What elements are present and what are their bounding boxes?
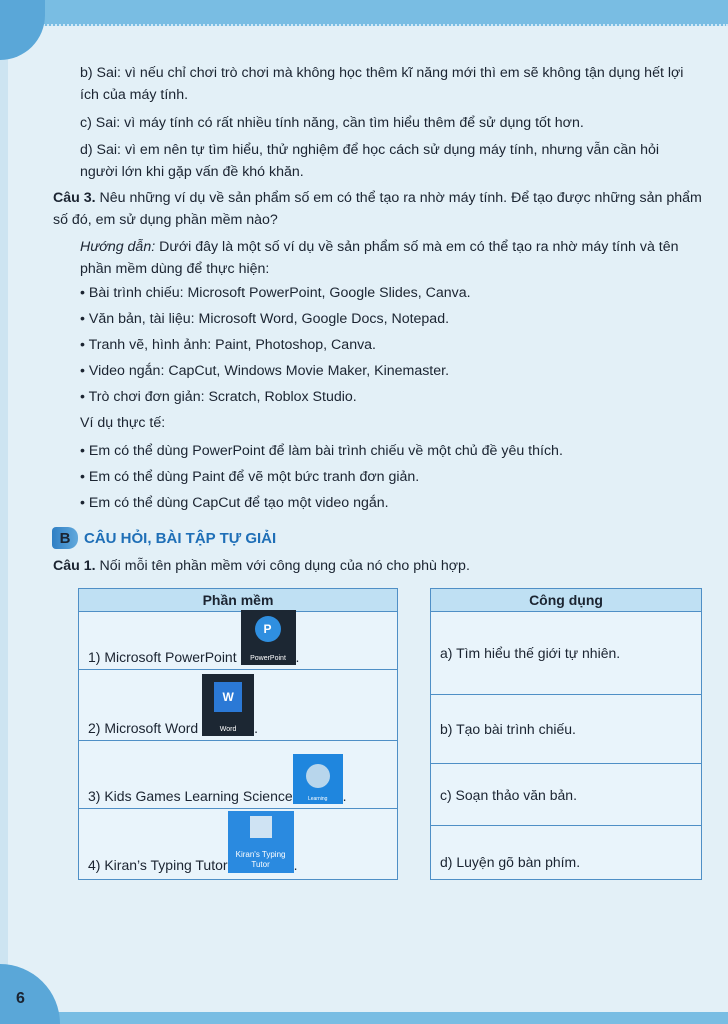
software-label: 1) Microsoft PowerPoint P PowerPoint . — [88, 610, 299, 665]
page-edge — [0, 0, 8, 1024]
question-label: Câu 3. — [53, 190, 96, 206]
software-label: 2) Microsoft Word W Word . — [88, 674, 258, 736]
answer-d: d) Sai: vì em nên tự tìm hiểu, thử nghiệm để học cách sử dụng máy tính, nhưng vẫn cần hỏi người lớn khi gặp vấn đề khó khăn. — [80, 142, 660, 180]
bullet: • Bài trình chiếu: Microsoft PowerPoint, Google Slides, Canva. — [80, 285, 471, 301]
software-table — [78, 588, 398, 880]
software-header: Phần mềm — [79, 589, 397, 612]
uses-header: Công dụng — [431, 589, 701, 612]
use-row — [431, 612, 701, 695]
use-label: a) Tìm hiểu thế giới tự nhiên. — [440, 645, 621, 661]
bullet: • Văn bản, tài liệu: Microsoft Word, Google Docs, Notepad. — [80, 311, 450, 327]
bullet: • Trò chơi đơn giản: Scratch, Roblox Studio. — [80, 389, 357, 405]
use-label: b) Tạo bài trình chiếu. — [440, 721, 576, 737]
word-icon: W Word — [202, 674, 254, 736]
page-number: 6 — [16, 990, 25, 1007]
example: • Em có thể dùng PowerPoint để làm bài trình chiếu về một chủ đề yêu thích. — [80, 443, 563, 459]
section-letter: B — [52, 527, 78, 549]
question-label: Câu 1. — [53, 558, 96, 574]
example-label: Ví dụ thực tế: — [80, 415, 166, 431]
software-row — [79, 670, 397, 741]
software-row — [79, 809, 397, 877]
software-label: 4) Kiran’s Typing Tutor Kiran's Typing Tutor . — [88, 811, 297, 873]
software-row — [79, 741, 397, 809]
typing-tutor-icon: Kiran's Typing Tutor — [228, 811, 294, 873]
question-1 — [53, 555, 703, 577]
bullet: • Tranh vẽ, hình ảnh: Paint, Photoshop, Canva. — [80, 337, 377, 353]
top-decor-band — [0, 0, 728, 26]
powerpoint-icon: P PowerPoint — [241, 610, 296, 665]
use-label: c) Soạn thảo văn bản. — [440, 786, 577, 803]
example: • Em có thể dùng CapCut để tạo một video ngắn. — [80, 495, 389, 511]
guide-text: Dưới đây là một số ví dụ về sản phẩm số mà em có thể tạo ra nhờ máy tính và tên phần mềm dùng để thực hiện: — [80, 239, 679, 277]
answer-b: b) Sai: vì nếu chỉ chơi trò chơi mà không học thêm kĩ năng mới thì em sẽ không tận dụng hết lợi ích của máy tính. — [80, 65, 684, 103]
use-row — [431, 695, 701, 764]
software-label: 3) Kids Games Learning Science Learning . — [88, 754, 347, 804]
use-label: d) Luyện gõ bàn phím. — [440, 854, 581, 870]
section-title: CÂU HỎI, BÀI TẬP TỰ GIẢI — [84, 529, 277, 547]
software-row — [79, 612, 397, 670]
kids-science-icon: Learning — [293, 754, 343, 804]
guide — [80, 236, 700, 280]
section-heading — [52, 527, 276, 549]
uses-table — [430, 588, 702, 880]
use-row — [431, 764, 701, 826]
example: • Em có thể dùng Paint để vẽ một bức tranh đơn giản. — [80, 469, 420, 485]
question-3 — [53, 187, 703, 231]
guide-label: Hướng dẫn: — [80, 239, 156, 255]
question-text: Nối mỗi tên phần mềm với công dụng của nó cho phù hợp. — [95, 558, 470, 574]
bullet: • Video ngắn: CapCut, Windows Movie Maker, Kinemaster. — [80, 363, 450, 379]
corner-decor — [0, 0, 45, 60]
page-number-badge — [0, 964, 60, 1024]
bottom-decor-band — [0, 1012, 728, 1024]
answer-c: c) Sai: vì máy tính có rất nhiều tính năng, cần tìm hiểu thêm để sử dụng tốt hơn. — [80, 115, 584, 131]
question-text: Nêu những ví dụ về sản phẩm số em có thể tạo ra nhờ máy tính. Để tạo được những sản phẩm số đó, em sử dụng phần mềm nào? — [53, 190, 702, 228]
use-row — [431, 826, 701, 898]
